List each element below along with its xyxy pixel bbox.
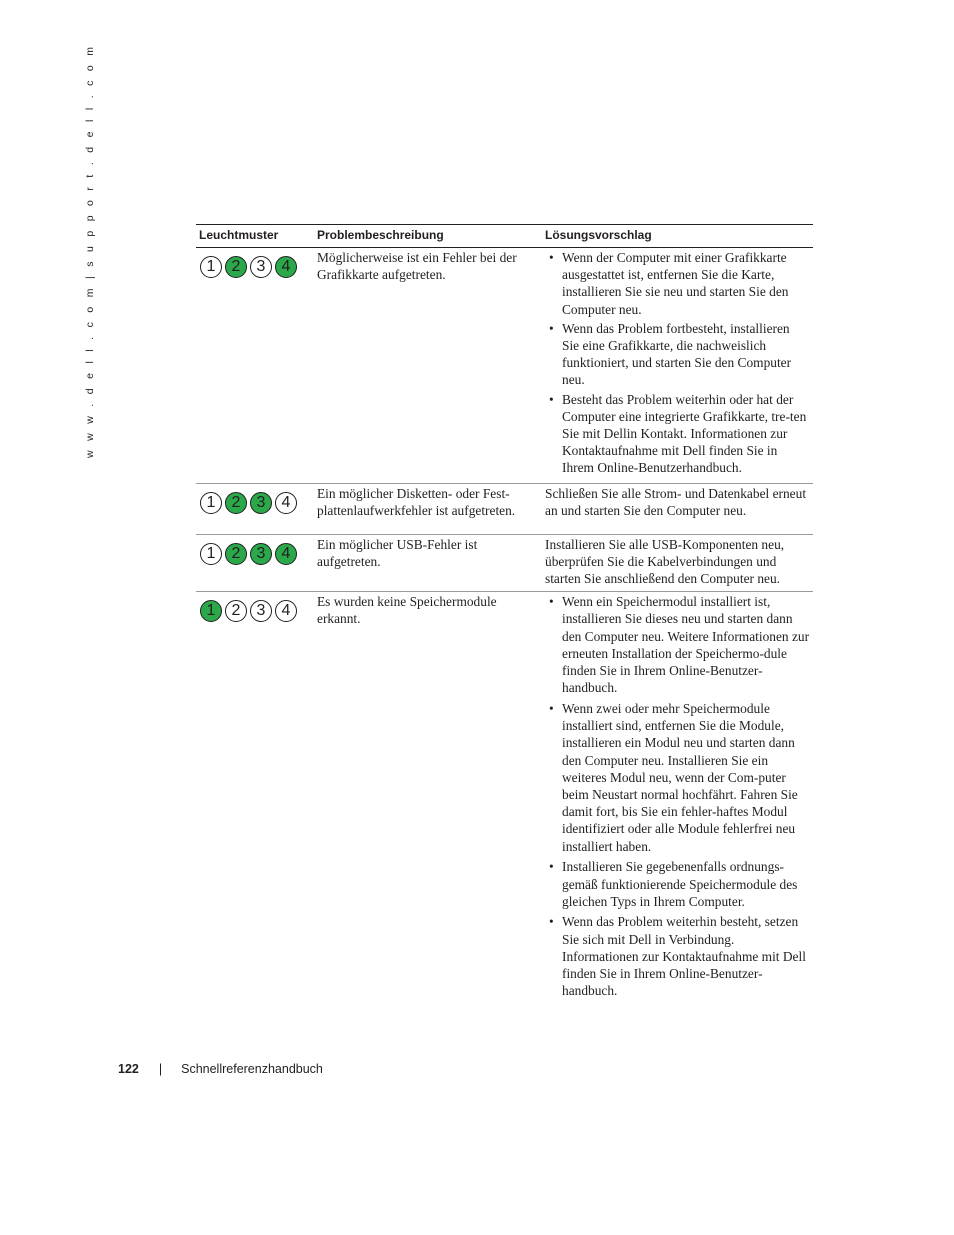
solution-item: • Wenn ein Speichermodul installiert ist, installieren Sie dieses neu und starten dann den Computer neu. Weitere Informationen zur erneuten Installation der Speichermo-dule finden Sie in Ihrem Online-Benutzer-handbuch. bbox=[545, 593, 810, 696]
solution-cell: Installieren Sie alle USB-Komponenten neu, überprüfen Sie die Kabelverbindungen und starten Sie anschließend den Computer neu. bbox=[542, 534, 813, 592]
document-title: Schnellreferenzhandbuch bbox=[181, 1062, 323, 1076]
problem-cell: Ein möglicher Disketten- oder Fest-plattenlaufwerkfehler ist aufgetreten. bbox=[314, 483, 542, 534]
problem-cell: Ein möglicher USB-Fehler ist aufgetreten. bbox=[314, 534, 542, 592]
led-4-icon: 4 bbox=[275, 543, 297, 565]
led-4-icon: 4 bbox=[275, 600, 297, 622]
page-number: 122 bbox=[118, 1062, 139, 1076]
light-pattern-cell bbox=[196, 592, 314, 1007]
solution-item: • Wenn das Problem fortbesteht, installieren Sie eine Grafikkarte, die nachweislich funktioniert, und starten Sie den Computer neu. bbox=[545, 320, 810, 389]
led-3-icon: 3 bbox=[250, 600, 272, 622]
light-pattern-cell bbox=[196, 534, 314, 592]
solution-item: • Wenn der Computer mit einer Grafikkarte ausgestattet ist, entfernen Sie die Karte, installieren Sie sie neu und starten Sie den Computer neu. bbox=[545, 249, 810, 318]
led-1-icon: 1 bbox=[200, 600, 222, 622]
diagnostic-table bbox=[196, 224, 813, 1007]
led-2-icon: 2 bbox=[225, 543, 247, 565]
light-pattern-cell bbox=[196, 248, 314, 484]
led-3-icon: 3 bbox=[250, 543, 272, 565]
side-url: w w w . d e l l . c o m | s u p p o r t . d e l l . c o m bbox=[84, 43, 96, 458]
solution-cell bbox=[542, 592, 813, 1007]
led-pattern bbox=[199, 485, 311, 514]
header-problem: Problembeschreibung bbox=[314, 225, 542, 248]
solution-item: • Besteht das Problem weiterhin oder hat der Computer eine integrierte Grafikkarte, tre-ten Sie mit Dellin Kontakt. Informationen zur Kontaktaufnahme mit Dell finden Sie in Ihrem Online-Benutzerhandbuch. bbox=[545, 391, 810, 477]
page-footer bbox=[118, 1062, 323, 1076]
footer-separator: | bbox=[158, 1062, 163, 1076]
header-light-pattern: Leuchtmuster bbox=[196, 225, 314, 248]
table-row bbox=[196, 248, 813, 484]
solution-item: • Wenn das Problem weiterhin besteht, setzen Sie sich mit Dell in Verbindung. Informationen zur Kontaktaufnahme mit Dell finden Sie in Ihrem Online-Benutzer-handbuch. bbox=[545, 913, 810, 999]
light-pattern-cell bbox=[196, 483, 314, 534]
solution-item: • Wenn zwei oder mehr Speichermodule installiert sind, entfernen Sie die Module, installieren ein Modul neu und starten dann den Computer neu. Installieren Sie ein weiteres Modul neu, wenn der Com-puter beim Neustart normal hochfährt. Fahren Sie damit fort, bis Sie ein fehler-haftes Modul identifiziert oder alle Module fehlerfrei neu installiert haben. bbox=[545, 700, 810, 855]
led-1-icon: 1 bbox=[200, 543, 222, 565]
led-4-icon: 4 bbox=[275, 492, 297, 514]
led-1-icon: 1 bbox=[200, 492, 222, 514]
led-2-icon: 2 bbox=[225, 600, 247, 622]
table-row bbox=[196, 483, 813, 534]
led-pattern bbox=[199, 593, 311, 622]
table-row bbox=[196, 592, 813, 1007]
problem-cell: Es wurden keine Speichermodule erkannt. bbox=[317, 594, 497, 627]
table-header-row bbox=[196, 225, 813, 248]
solution-cell: Schließen Sie alle Strom- und Datenkabel erneut an und starten Sie den Computer neu. bbox=[542, 483, 813, 534]
led-3-icon: 3 bbox=[250, 492, 272, 514]
solution-cell bbox=[542, 248, 813, 484]
led-2-icon: 2 bbox=[225, 492, 247, 514]
led-2-icon: 2 bbox=[225, 256, 247, 278]
problem-cell: Möglicherweise ist ein Fehler bei der Grafikkarte aufgetreten. bbox=[314, 248, 542, 484]
led-pattern bbox=[199, 249, 311, 278]
table-row bbox=[196, 534, 813, 592]
led-3-icon: 3 bbox=[250, 256, 272, 278]
led-1-icon: 1 bbox=[200, 256, 222, 278]
header-solution: Lösungsvorschlag bbox=[542, 225, 813, 248]
led-4-icon: 4 bbox=[275, 256, 297, 278]
solution-item: • Installieren Sie gegebenenfalls ordnungs-gemäß funktionierende Speichermodule des gleichen Typs in Ihrem Computer. bbox=[545, 858, 810, 910]
led-pattern bbox=[199, 536, 311, 565]
